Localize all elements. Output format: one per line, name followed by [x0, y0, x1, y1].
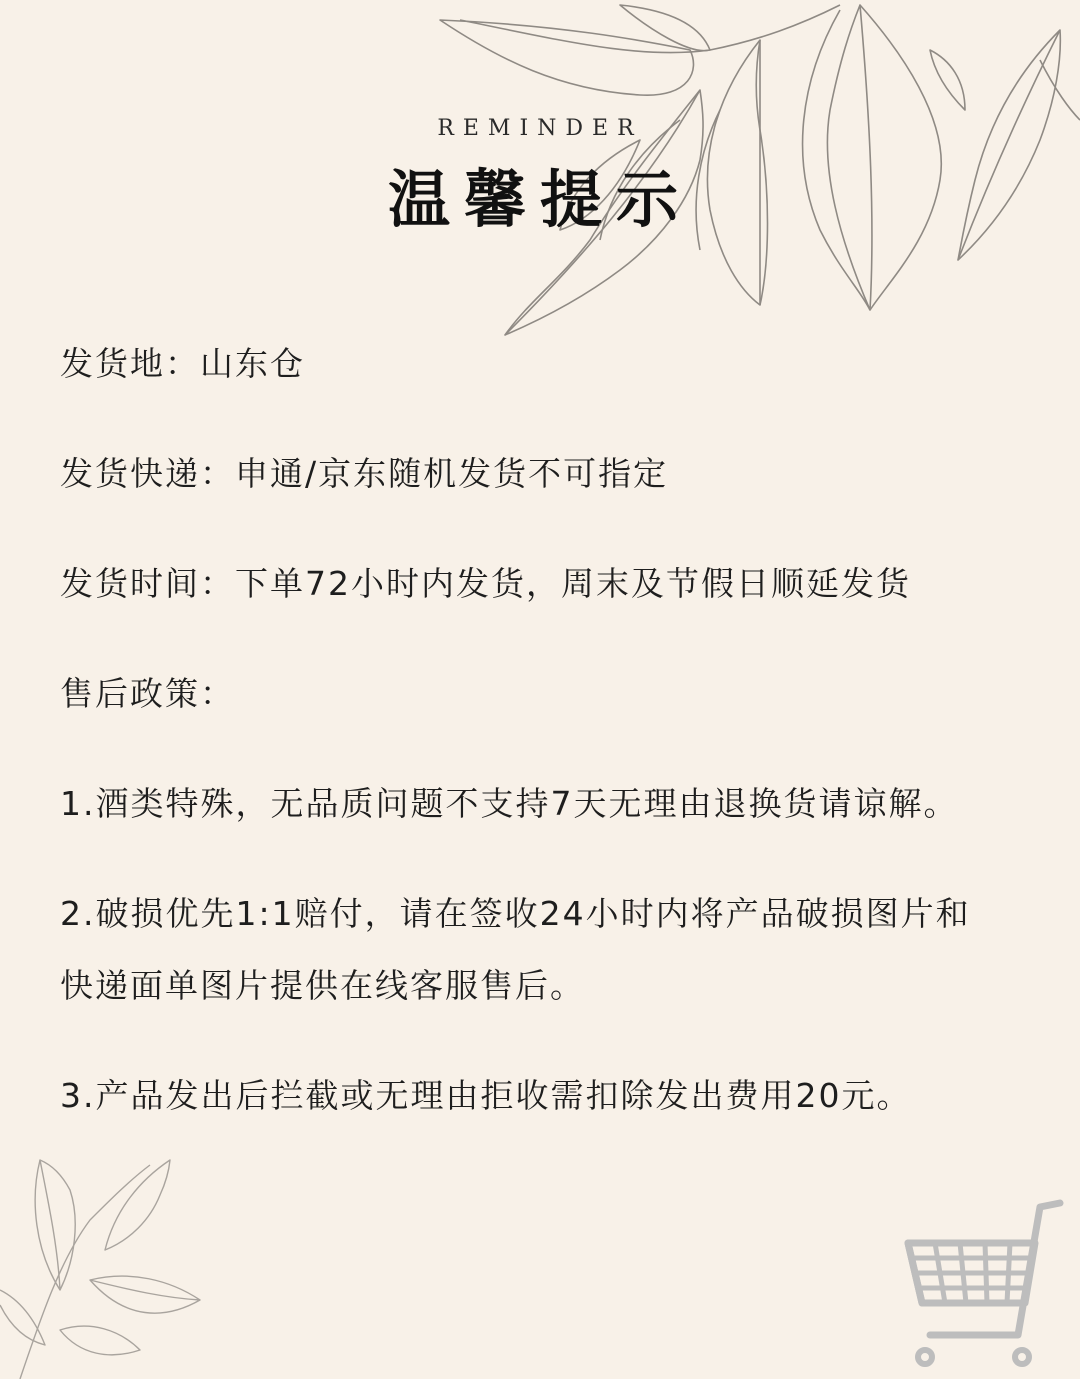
- policy-item-1: 1.酒类特殊，无品质问题不支持7天无理由退换货请谅解。: [60, 784, 959, 823]
- policy-item-3: 3.产品发出后拦截或无理由拒收需扣除发出费用20元。: [60, 1076, 912, 1115]
- policy-item-2: 2.破损优先1:1赔付，请在签收24小时内将产品破损图片和: [60, 894, 971, 933]
- after-sales-heading: 售后政策：: [60, 674, 235, 713]
- shipping-courier: 发货快递：申通/京东随机发货不可指定: [60, 454, 669, 493]
- policy-item-2-continued: 快递面单图片提供在线客服售后。: [60, 966, 585, 1005]
- page-title: 温馨提示: [387, 163, 692, 236]
- shopping-cart-icon: [900, 1195, 1070, 1370]
- reminder-subtitle: REMINDER: [437, 116, 643, 141]
- shipping-origin: 发货地：山东仓: [60, 344, 305, 383]
- shipping-time: 发货时间：下单72小时内发货，周末及节假日顺延发货: [60, 564, 911, 603]
